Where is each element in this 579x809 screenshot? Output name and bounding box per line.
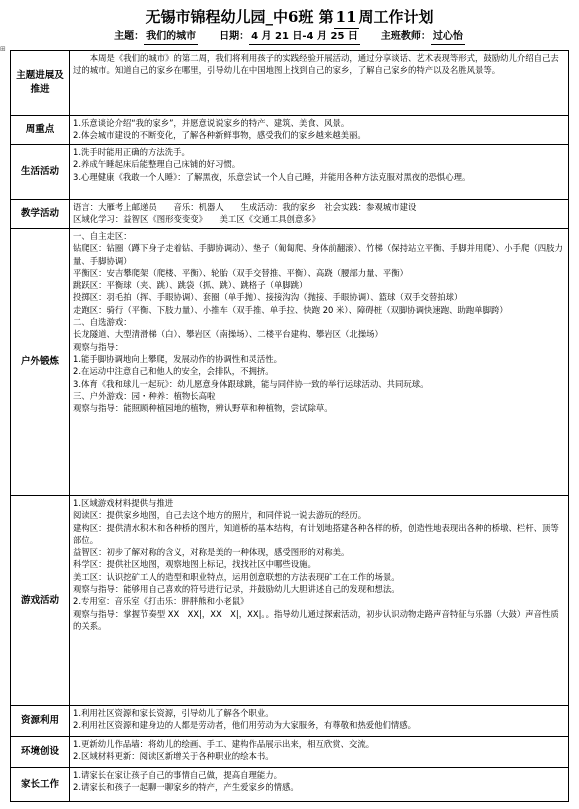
content-line: 钻爬区：钻圈（蹲下身子走着钻、手脚协调动）、垫子（匍匐爬、身体前翻滚）、竹梯（保持站立平衡、手脚并用爬）、小手爬（四肢力量、手脚协调） bbox=[73, 243, 563, 266]
row-content bbox=[70, 51, 569, 116]
row-outdoor-exercise bbox=[11, 229, 569, 496]
row-content bbox=[70, 116, 569, 145]
content-line: 科学区：提供社区地图，观察地图上标记，找找社区中哪些设施。 bbox=[73, 559, 316, 570]
row-content bbox=[70, 145, 569, 200]
row-resource-use bbox=[11, 706, 569, 737]
week-number: 11 bbox=[334, 6, 359, 29]
content-line: 2.养成午睡起床后能整理自己床铺的好习惯。 bbox=[73, 159, 241, 170]
page-title bbox=[10, 6, 569, 28]
content-line: 1.利用社区资源和家长资源，引导幼儿了解各个职业。 bbox=[73, 708, 274, 718]
table-anchor-icon: ⊞ bbox=[0, 45, 6, 53]
content-line: 1.洗手时能用正确的方法洗手。 bbox=[73, 147, 190, 157]
content-line: 2.体会城市建设的不断变化，了解各种新鲜事物，感受我们的家乡越来越美丽。 bbox=[73, 130, 366, 141]
content-line: 观察与指导：能照顾种植园地的植物，辨认野草和种植物，尝试除草。 bbox=[73, 403, 333, 414]
content-line: 1.乐意谈论介绍“我的家乡”，并愿意说说家乡的特产、建筑、美食、风景。 bbox=[73, 118, 350, 128]
row-parent-work bbox=[11, 768, 569, 802]
content-line: 建构区：提供清水积木和各种桥的图片，知道桥的基本结构，有计划地搭建各种各样的桥，创造性地表现出各种的桥墩、栏杆、顶等部位。 bbox=[73, 522, 559, 545]
content-line: 区域化学习：益智区《图形变变变》 美工区《交通工具创意多》 bbox=[73, 214, 321, 225]
row-content bbox=[70, 737, 569, 768]
content-line: 美工区：认识挖矿工人的造型和职业特点，运用创意联想的方法表现矿工在工作的场景。 bbox=[73, 571, 400, 582]
row-label: 游戏活动 bbox=[11, 496, 70, 706]
date-label: 日期： bbox=[219, 31, 250, 42]
row-theme-progress bbox=[11, 51, 569, 116]
row-label: 周重点 bbox=[11, 116, 70, 145]
content-line: 1.能手脚协调地向上攀爬，发展动作的协调性和灵活性。 bbox=[73, 353, 282, 364]
title-prefix: 无锡市锦程幼儿园_中6班 第 bbox=[145, 8, 334, 26]
row-label: 户外锻炼 bbox=[11, 229, 70, 496]
theme-label: 主题： bbox=[114, 31, 145, 42]
teacher-label: 主班教师： bbox=[380, 31, 431, 42]
row-weekly-focus bbox=[11, 116, 569, 145]
content-line: 观察与指导：掌握节奏型 XX XX|，XX X|，XX|。。指导幼儿通过探索活动，初步认识动物走路声音特征与乐器（大鼓）声音性质的关系。 bbox=[73, 608, 559, 631]
content-line: 观察与指导：能够用自己喜欢的符号进行记录，并鼓励幼儿大胆讲述自己的发现和想法。 bbox=[73, 584, 400, 595]
content-line: 平衡区：安吉攀爬架（爬楼、平衡）、轮胎（双手交替推、平衡）、高跷（腰部力量、平衡） bbox=[73, 267, 408, 278]
row-content bbox=[70, 706, 569, 737]
content-line: 2.在运动中注意自己和他人的安全，会排队，不拥挤。 bbox=[73, 366, 274, 377]
content-line: 一、自主走区： bbox=[73, 231, 132, 241]
date-value: 4 月 21 日-4 月 25 日 bbox=[249, 30, 360, 45]
content-line: 1.请家长在家让孩子自己的事情自己做，提高自理能力。 bbox=[73, 770, 282, 780]
row-content bbox=[70, 200, 569, 229]
row-label: 资源利用 bbox=[11, 706, 70, 737]
row-content bbox=[70, 229, 569, 496]
row-content bbox=[70, 768, 569, 802]
row-content bbox=[70, 496, 569, 706]
content-line: 本周是《我们的城市》的第二周，我们将利用孩子的实践经验开展活动，通过分享谈话、艺术表现等形式，鼓励幼儿介绍自己去过的城市。知道自己的家乡在哪里，引导幼儿在中国地图上找到自己的家乡，了解自己家乡的特产以及名胜风景等。 bbox=[73, 53, 559, 76]
content-line: 走跑区：骑行（平衡、下肢力量）、小推车（双手推、单手拉、快跑 20 米）、障碍桩（双脚协调快速跑、助跑单脚跨） bbox=[73, 304, 508, 315]
row-label: 教学活动 bbox=[11, 200, 70, 229]
title-suffix: 周工作计划 bbox=[358, 8, 434, 26]
content-line: 阅读区：提供家乡地图，自己去这个地方的照片，和同伴说一说去游玩的经历。 bbox=[73, 510, 367, 521]
row-environment bbox=[11, 737, 569, 768]
content-line: 三、户外游戏：园・种养：植物长高啦 bbox=[73, 390, 216, 401]
row-label: 生活活动 bbox=[11, 145, 70, 200]
content-line: 2.请家长和孩子一起聊一聊家乡的特产，产生爱家乡的情感。 bbox=[73, 782, 299, 793]
content-line: 跳跃区：平衡球（夹、跳）、跳袋（抓、跳）、跳格子（单脚跳） bbox=[73, 280, 308, 291]
content-line: 长龙隧道、大型清滑梯（白）、攀岩区（南操场）、二楼平台建构、攀岩区（北操场） bbox=[73, 329, 383, 340]
content-line: 益智区：初步了解对称的含义，对称是美的一种体现，感受图形的对称美。 bbox=[73, 547, 350, 558]
content-line: 1.区域游戏材料提供与推进 bbox=[73, 498, 174, 508]
content-line: 观察与指导： bbox=[73, 341, 124, 352]
content-line: 1.更新幼儿作品墙：将幼儿的绘画、手工、建构作品展示出来，相互欣赏、交流。 bbox=[73, 739, 375, 749]
meta-line bbox=[10, 30, 569, 46]
content-line: 2.专用室：音乐室《打击乐：胖胖熊和小老鼠》 bbox=[73, 596, 249, 607]
content-line: 语言：大雁考上邮递员 音乐：机器人 生成活动：我的家乡 社会实践：参观城市建设 bbox=[73, 202, 417, 212]
row-label: 环境创设 bbox=[11, 737, 70, 768]
theme-value: 我们的城市 bbox=[144, 30, 198, 45]
content-line: 二、自选游戏： bbox=[73, 317, 132, 328]
row-label: 家长工作 bbox=[11, 768, 70, 802]
content-line: 3.体育《我和球儿一起玩》：幼儿愿意身体跟球跳，能与同伴协一致的举行运球活动、共同玩球。 bbox=[73, 378, 429, 389]
content-line: 3.心理健康《我敢一个人睡》：了解黑夜，乐意尝试一个人自己睡，并能用各种方法克服对黑夜的恐惧心理。 bbox=[73, 171, 471, 182]
row-life-activities bbox=[11, 145, 569, 200]
row-game-activities bbox=[11, 496, 569, 706]
plan-table bbox=[10, 50, 569, 802]
row-label: 主题进展及推进 bbox=[11, 51, 70, 116]
content-line: 投掷区：羽毛拍（挥、手眼协调）、套圈（单手抛）、接接沟沟（抛接、手眼协调）、篮球（双手交替拍球） bbox=[73, 292, 463, 303]
content-line: 2.利用社区资源和建身边的人都是劳动者，他们用劳动为大家服务，有尊敬和热爱他们情感。 bbox=[73, 720, 416, 731]
content-line: 2.区域材料更新：阅读区新增关于各种职业的绘本书。 bbox=[73, 751, 274, 762]
row-teaching-activities bbox=[11, 200, 569, 229]
teacher-value: 过心怡 bbox=[431, 30, 465, 45]
